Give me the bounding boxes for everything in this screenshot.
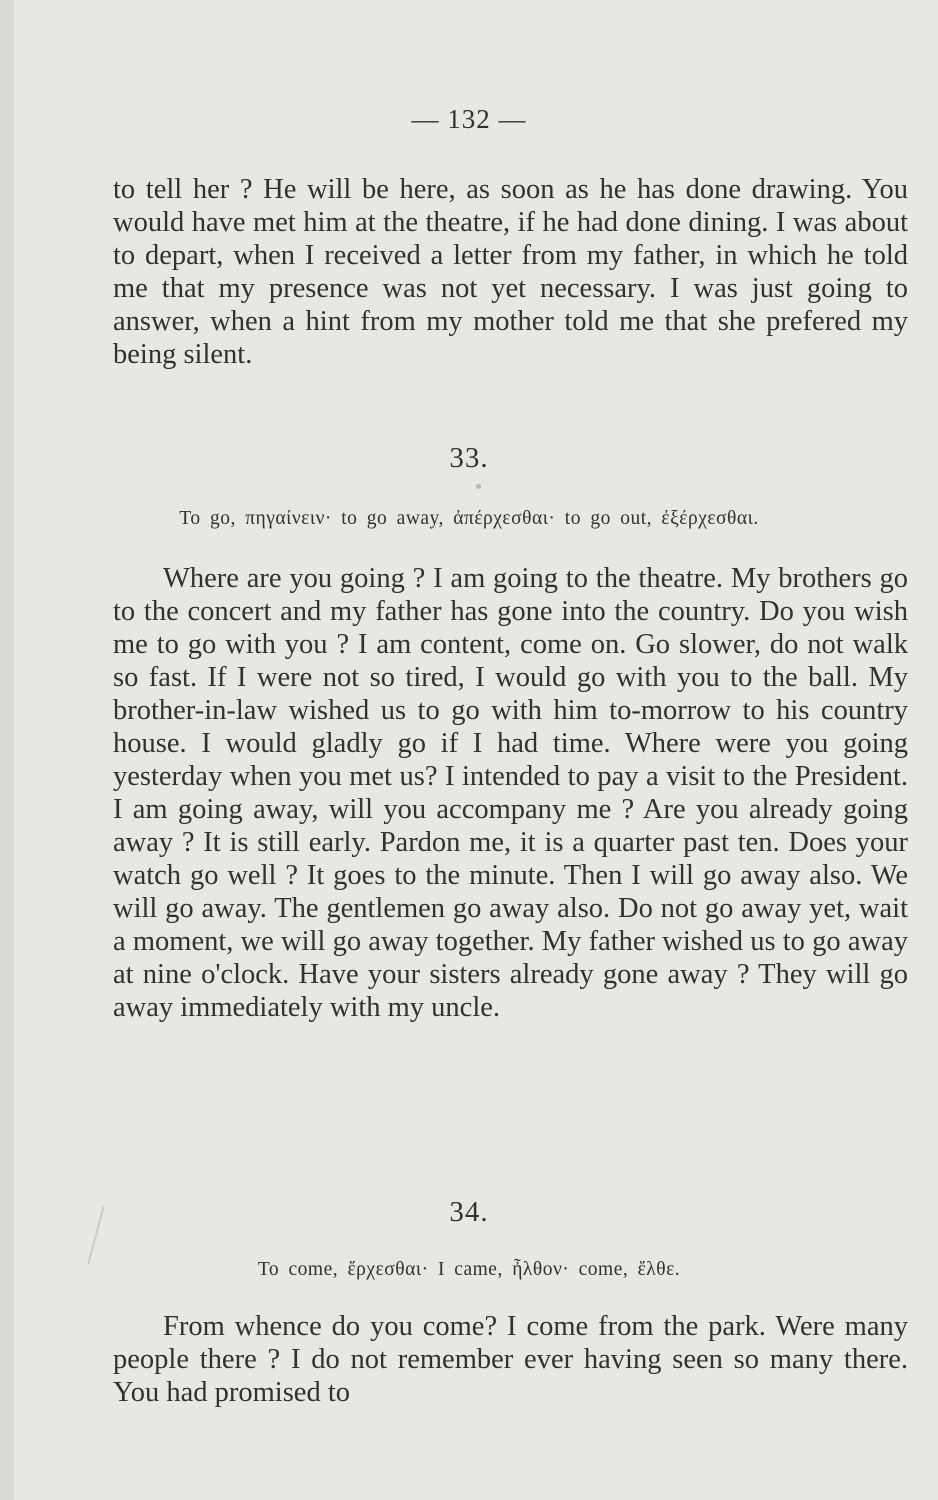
section-33-vocabulary: To go, πηγαίνειν· to go away, ἀπέρχεσθαι· to go out, ἐξέρχεσθαι. <box>179 508 759 529</box>
ink-speck <box>476 484 481 489</box>
section-34-exercise: From whence do you come? I come from the park. Were many people there ? I do not remember ever having seen so many there. You had promised to <box>113 1311 908 1408</box>
page-number: — 132 — <box>411 104 527 134</box>
paragraph-continuation: to tell her ? He will be here, as soon as he has done drawing. You would have met him at the theatre, if he had done dining. I was about to depart, when I received a letter from my father, in which he told me that my presence was not yet necessary. I was just going to answer, when a hint from my mother told me that she prefered my being silent. <box>113 174 908 370</box>
section-34-heading: 34. <box>449 1196 489 1228</box>
section-34-vocabulary: To come, ἔρχεσθαι· I came, ἦλθον· come, ἔλθε. <box>257 1259 681 1280</box>
section-33-heading: 33. <box>449 442 489 474</box>
section-33-exercise: Where are you going ? I am going to the theatre. My brothers go to the concert and my father has gone into the country. Do you wish me to go with you ? I am content, come on. Go slower, do not walk so fast. If I were not so tired, I would go with you to the ball. My brother-in-law wished us to go with him to-morrow to his country house. I would gladly go if I had time. Where were you going yesterday when you met us? I intended to pay a visit to the President. I am going away, will you accompany me ? Are you already going away ? It is still early. Pardon me, it is a quarter past ten. Does your watch go well ? It goes to the minute. Then I will go away also. We will go away. The gentlemen go away also. Do not go away yet, wait a moment, we will go away together. My father wished us to go away at nine o'clock. Have your sisters already gone away ? They will go away immediately with my uncle. <box>113 563 908 1023</box>
